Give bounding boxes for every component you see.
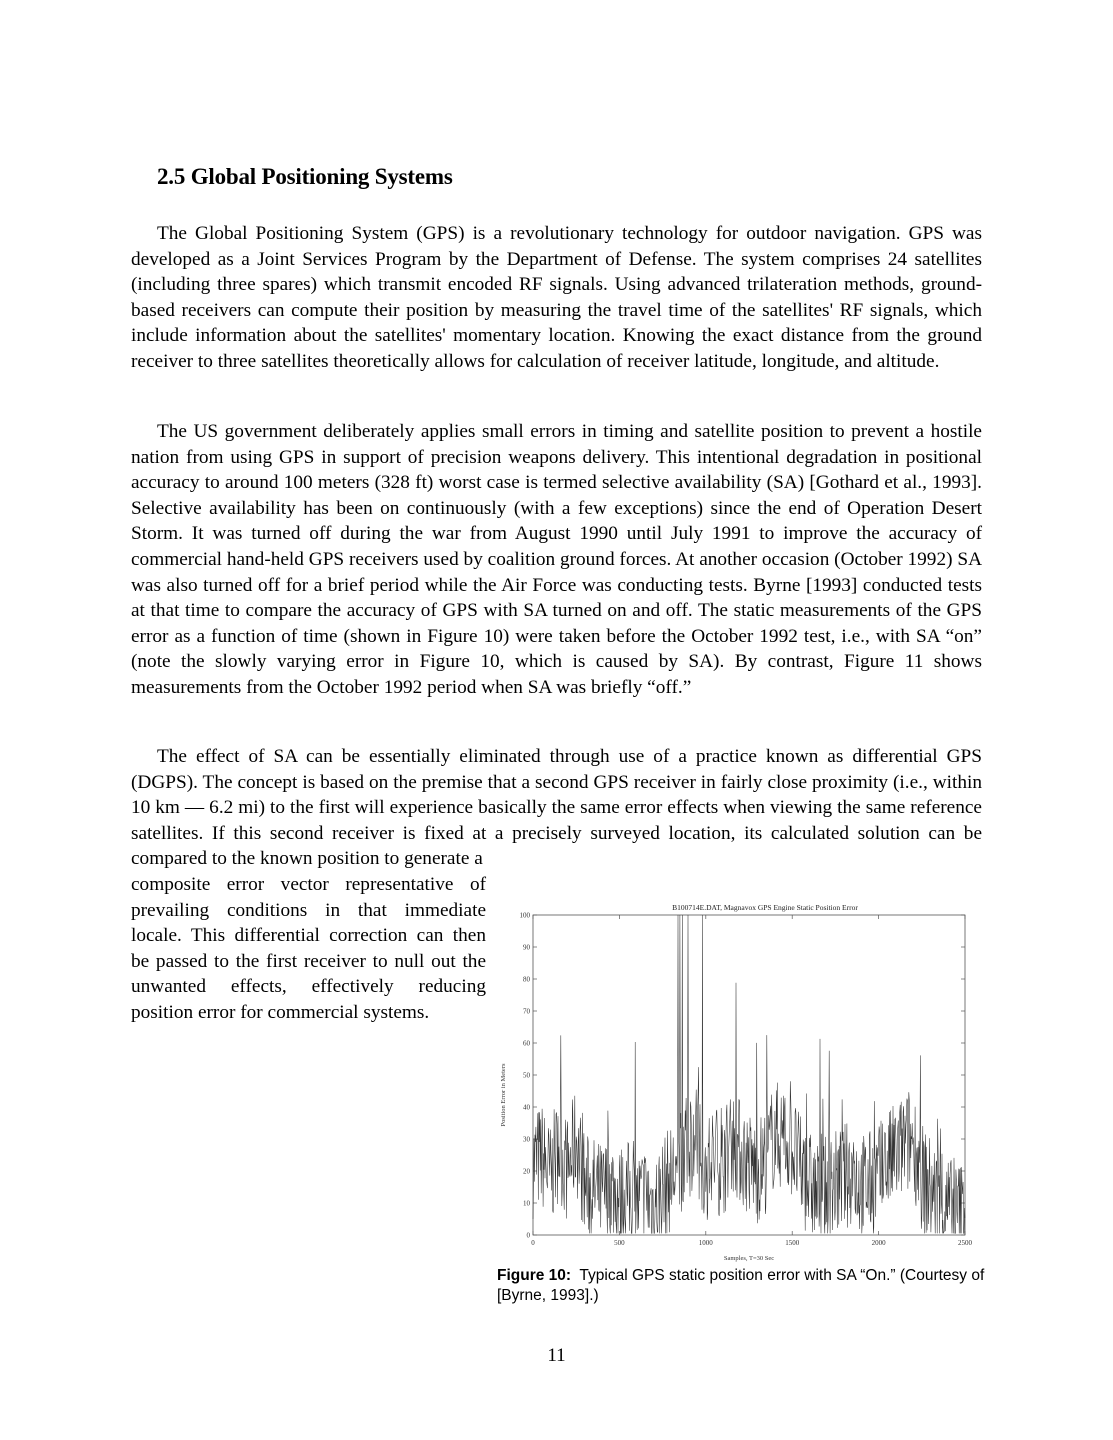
- position-error-trace: [533, 915, 965, 1233]
- paragraph-dgps: The effect of SA can be essentially eliminated through use of a practice known as differential GPS (DGPS). The concept is based on the premise that a second GPS receiver in fairly close proximity (i.e., within 10 km — 6.2 mi) to the first will experience basically the same error effects when viewing the same reference satellites. If this second receiver is fixed at a precisely surveyed location, its calculated solution can be compared to the known position to generate a: [131, 746, 982, 870]
- y-tick-label: 80: [523, 975, 530, 984]
- figure-caption: [497, 1266, 987, 1306]
- y-tick-label: 40: [523, 1103, 530, 1112]
- x-tick-label: 2500: [958, 1239, 972, 1247]
- caption-text: Typical GPS static position error with SA “On.” (Courtesy of [Byrne, 1993].): [497, 1267, 985, 1304]
- y-tick-label: 0: [526, 1231, 530, 1240]
- y-tick-label: 50: [523, 1071, 530, 1080]
- x-tick-label: 1500: [785, 1239, 800, 1247]
- y-tick-label: 90: [523, 943, 530, 952]
- x-tick-label: 2000: [871, 1239, 886, 1247]
- paragraph-selective-availability: The US government deliberately applies small errors in timing and satellite position to prevent a hostile nation from using GPS in support of precision weapons delivery. This intentional degradation in positional accuracy to around 100 meters (328 ft) worst case is termed selective availability (SA) [Gothard et al., 1993]. Selective availability has been on continuously (with a few exceptions) since the end of Operation Desert Storm. It was turned off during the war from August 1990 until July 1991 to improve the accuracy of commercial hand-held GPS receivers used by coalition ground forces. At another occasion (October 1992) SA was also turned off for a brief period while the Air Force was conducting tests. Byrne [1993] conducted tests at that time to compare the accuracy of GPS with SA turned on and off. The static measurements of the GPS error as a function of time (shown in Figure 10) were taken before the October 1992 test, i.e., with SA “on” (note the slowly varying error in Figure 10, which is caused by SA). By contrast, Figure 11 shows measurements from the October 1992 period when SA was briefly “off.”: [131, 421, 982, 698]
- y-tick-label: 60: [523, 1039, 530, 1048]
- y-tick-label: 100: [519, 911, 530, 920]
- caption-label: Figure 10:: [497, 1267, 572, 1284]
- paragraph-gps-intro: The Global Positioning System (GPS) is a revolutionary technology for outdoor navigation. GPS was developed as a Joint Services Program by the Department of Defense. The system comprises 24 satellites (including three spares) which transmit encoded RF signals. Using advanced trilateration methods, ground-based receivers can compute their position by measuring the travel time of the satellites' RF signals, which include information about the satellites' momentary location. Knowing the exact distance from the ground receiver to three satellites theoretically allows for calculation of receiver latitude, longitude, and altitude.: [131, 223, 982, 372]
- y-tick-label: 20: [523, 1167, 530, 1176]
- page-number: 11: [547, 1345, 566, 1366]
- section-heading: 2.5 Global Positioning Systems: [157, 164, 453, 189]
- x-tick-label: 0: [531, 1239, 535, 1247]
- y-tick-label: 30: [523, 1135, 530, 1144]
- paragraph-dgps-continued: composite error vector representative of prevailing conditions in that immediate locale. This differential correction can then be passed to the first receiver to null out the unwanted effects, effectively reducing position error for commercial systems.: [131, 874, 486, 1023]
- x-tick-label: 500: [614, 1239, 625, 1247]
- figure-10-chart: [495, 895, 980, 1315]
- x-tick-label: 1000: [698, 1239, 713, 1247]
- y-tick-label: 10: [523, 1199, 530, 1208]
- position-error-plot: [495, 895, 980, 1275]
- y-tick-label: 70: [523, 1007, 530, 1016]
- chart-title: B100714E.DAT, Magnavox GPS Engine Static Position Error: [672, 903, 858, 912]
- x-axis-label: Samples, T=30 Sec: [723, 1255, 775, 1262]
- y-axis-label: Position Error in Meters: [500, 1063, 507, 1127]
